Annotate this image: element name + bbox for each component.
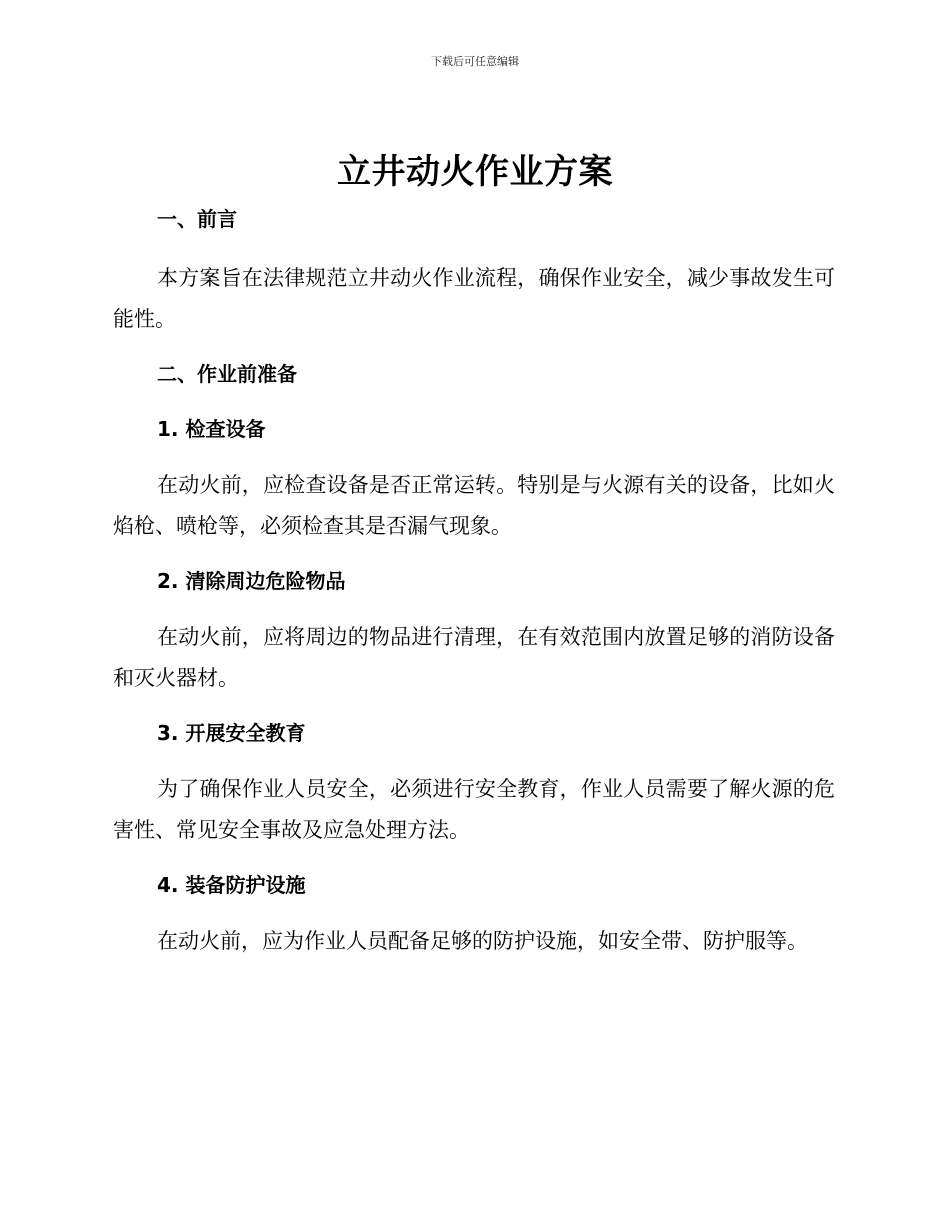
paragraph-safety-education: 为了确保作业人员安全，必须进行安全教育，作业人员需要了解火源的危害性、常见安全事故及应急处理方法。	[113, 777, 835, 842]
subsection-heading-safety-education: 3. 开展安全教育	[157, 721, 306, 745]
document-title: 立井动火作业方案	[337, 152, 613, 192]
paragraph-clear-hazards: 在动火前，应将周边的物品进行清理，在有效范围内放置足够的消防设备和灭火器材。	[113, 625, 835, 690]
document-body	[113, 203, 835, 962]
subsection-heading-protective-equipment: 4. 装备防护设施	[157, 873, 306, 897]
page-header: 下载后可任意编辑	[431, 55, 519, 68]
paragraph-preface: 本方案旨在法律规范立井动火作业流程，确保作业安全，减少事故发生可能性。	[113, 266, 835, 331]
paragraph-check-equipment: 在动火前，应检查设备是否正常运转。特别是与火源有关的设备，比如火焰枪、喷枪等，必须检查其是否漏气现象。	[113, 473, 835, 538]
subsection-heading-check-equipment: 1. 检查设备	[157, 417, 266, 441]
section-heading-preparation: 二、作业前准备	[157, 362, 297, 386]
paragraph-protective-equipment: 在动火前，应为作业人员配备足够的防护设施，如安全带、防护服等。	[157, 929, 808, 953]
section-heading-preface: 一、前言	[157, 207, 237, 231]
subsection-heading-clear-hazards: 2. 清除周边危险物品	[157, 569, 346, 593]
